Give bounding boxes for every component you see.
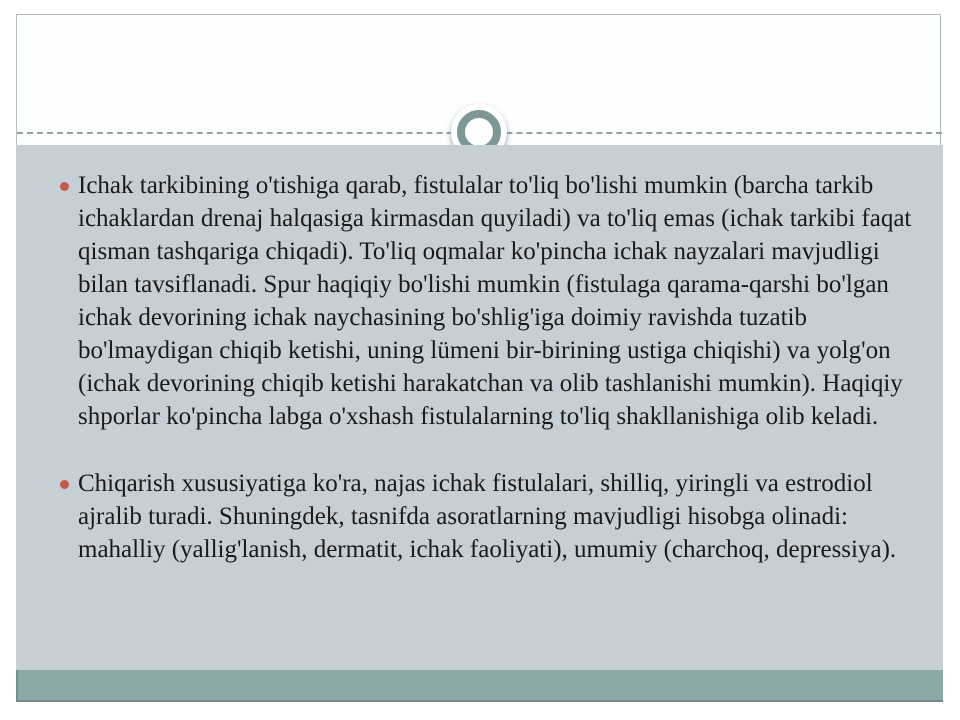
list-item (60, 467, 913, 566)
footer-bar (16, 670, 943, 702)
bullet-list (16, 145, 943, 566)
bullet-text: Chiqarish xususiyatiga ko'ra, najas ichak fistulalari, shilliq, yiringli va estrodiol ajralib turadi. Shuningdek, tasnifda asoratlarning mavjudligi hisobga olinadi: mahalliy (yallig'lanish, dermatit, ichak faoliyati), umumiy (charchoq, depressiya). (78, 470, 897, 563)
bullet-text: Ichak tarkibining o'tishiga qarab, fistulalar to'liq bo'lishi mumkin (barcha tarkib ichaklardan drenaj halqasiga kirmasdan quyiladi) va to'liq emas (ichak tarkibi faqat qisman tashqariga chiqadi). To'liq oqmalar ko'pincha ichak nayzalari mavjudligi bilan tavsiflanadi. Spur haqiqiy bo'lishi mumkin (fistulaga qarama-qarshi bo'lgan ichak devorining ichak naychasining bo'shlig'iga doimiy ravishda tuzatib bo'lmaydigan chiqib ketishi, uning lümeni bir-birining ustiga chiqishi) va yolg'on (ichak devorining chiqib ketishi harakatchan va olib tashlanishi mumkin). Haqiqiy shporlar ko'pincha labga o'xshash fistulalarning to'liq shakllanishiga olib keladi. (78, 172, 912, 430)
bullet-icon (60, 480, 69, 489)
list-item (60, 169, 913, 433)
bullet-icon (60, 182, 69, 191)
slide-body (16, 145, 943, 670)
